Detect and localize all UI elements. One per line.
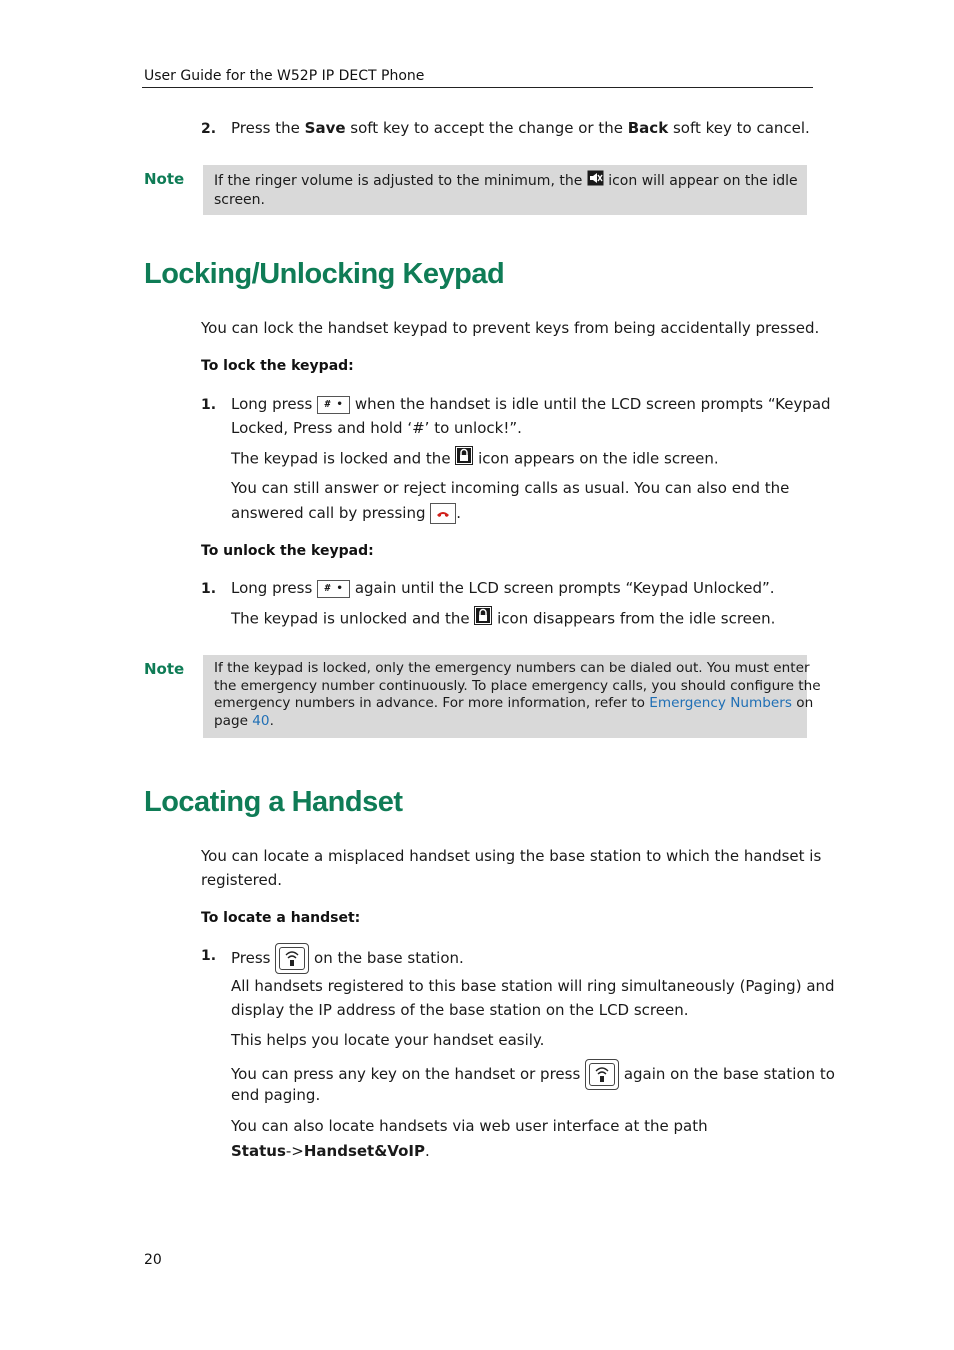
lock-icon	[455, 446, 473, 472]
section-intro: You can locate a misplaced handset using the base station to which the handset is	[201, 847, 822, 865]
text: Press	[231, 949, 276, 967]
lock-step-line: Locked, Press and hold ‘#’ to unlock!”.	[231, 419, 522, 437]
note-line: If the keypad is locked, only the emergency numbers can be dialed out. You must enter	[214, 660, 810, 676]
lock-step-line	[231, 392, 831, 416]
text: The keypad is locked and the	[231, 449, 456, 468]
web-path	[231, 1139, 430, 1163]
header-rule	[142, 87, 813, 88]
hash-key-icon: # •	[317, 580, 350, 598]
text: .	[269, 712, 274, 729]
answer-line: You can still answer or reject incoming calls as usual. You can also end the	[231, 479, 790, 497]
step-2-text	[231, 116, 810, 140]
lock-icon	[474, 606, 492, 632]
text: emergency numbers in advance. For more information, refer to	[214, 695, 650, 711]
back-key-label: Back	[627, 119, 669, 137]
running-header: User Guide for the W52P IP DECT Phone	[144, 68, 425, 84]
note-line	[214, 713, 797, 731]
text: icon will appear on the idle	[603, 172, 798, 189]
note-line: screen.	[214, 191, 265, 208]
text: Long press	[231, 579, 318, 597]
step-number-text: 1.	[201, 397, 217, 413]
page-number: 20	[144, 1252, 162, 1268]
locked-line	[231, 446, 719, 472]
paging-key-icon	[275, 943, 309, 974]
paragraph-line	[231, 1059, 835, 1090]
text: Long press	[231, 395, 318, 413]
note-line	[214, 170, 797, 192]
text: page	[214, 712, 253, 729]
page-link[interactable]: 40	[252, 712, 270, 729]
text: soft key to cancel.	[668, 119, 810, 137]
text: again until the LCD screen prompts “Keypad Unlocked”.	[350, 579, 775, 597]
locate-step-line	[231, 943, 464, 974]
section-title: Locating a Handset	[144, 786, 403, 818]
path-separator: ->	[285, 1142, 304, 1160]
text: when the handset is idle until the LCD screen prompts “Keypad	[350, 395, 831, 413]
text: answered call by pressing	[231, 504, 431, 522]
note-label: Note	[144, 170, 185, 188]
paragraph-line: All handsets registered to this base station will ring simultaneously (Paging) and	[231, 977, 835, 995]
text: soft key to accept the change or the	[345, 119, 628, 137]
step-2	[201, 116, 216, 141]
emergency-numbers-link[interactable]: Emergency Numbers	[649, 695, 792, 711]
text: icon appears on the idle screen.	[473, 449, 719, 468]
procedure-heading: To locate a handset:	[201, 910, 361, 926]
note-box	[203, 165, 807, 215]
note-line: the emergency number continuously. To place emergency calls, you should configure the	[214, 677, 821, 694]
hash-key-icon: # •	[317, 396, 350, 414]
step-number	[201, 392, 216, 417]
text: on	[791, 695, 814, 711]
note-line	[214, 695, 814, 713]
text: .	[424, 1142, 430, 1160]
path-part: Handset&VoIP	[303, 1142, 425, 1160]
step-number	[201, 943, 216, 968]
paging-key-icon	[585, 1059, 619, 1090]
step-number	[201, 576, 216, 601]
save-key-label: Save	[304, 119, 346, 137]
ringer-off-icon	[587, 170, 604, 192]
note-label: Note	[144, 660, 185, 678]
step-number-text: 1.	[201, 581, 217, 597]
unlocked-line	[231, 606, 775, 632]
section-title: Locking/Unlocking Keypad	[144, 258, 505, 290]
note-box	[203, 655, 821, 738]
text: on the base station.	[309, 949, 464, 967]
step-number: 2.	[201, 121, 217, 137]
text: .	[456, 504, 462, 522]
text: again on the base station to	[619, 1065, 835, 1083]
text: icon disappears from the idle screen.	[492, 609, 776, 628]
section-intro: You can lock the handset keypad to prevent keys from being accidentally pressed.	[201, 319, 820, 337]
procedure-heading: To lock the keypad:	[201, 358, 354, 374]
text: Press the	[231, 119, 305, 137]
step-number-text: 1.	[201, 948, 217, 964]
paragraph-line: You can also locate handsets via web user interface at the path	[231, 1117, 708, 1135]
end-call-key-icon	[430, 503, 456, 524]
paragraph-line: display the IP address of the base station on the LCD screen.	[231, 1001, 689, 1019]
unlock-step-line	[231, 576, 775, 600]
procedure-heading: To unlock the keypad:	[201, 543, 374, 559]
paragraph-line: This helps you locate your handset easily.	[231, 1031, 545, 1049]
text: You can press any key on the handset or press	[231, 1065, 586, 1083]
section-intro: registered.	[201, 871, 283, 889]
text: The keypad is unlocked and the	[231, 609, 475, 628]
answer-line	[231, 501, 461, 525]
text: If the ringer volume is adjusted to the minimum, the	[214, 172, 587, 189]
path-part: Status	[231, 1142, 286, 1160]
paragraph-line: end paging.	[231, 1086, 321, 1104]
